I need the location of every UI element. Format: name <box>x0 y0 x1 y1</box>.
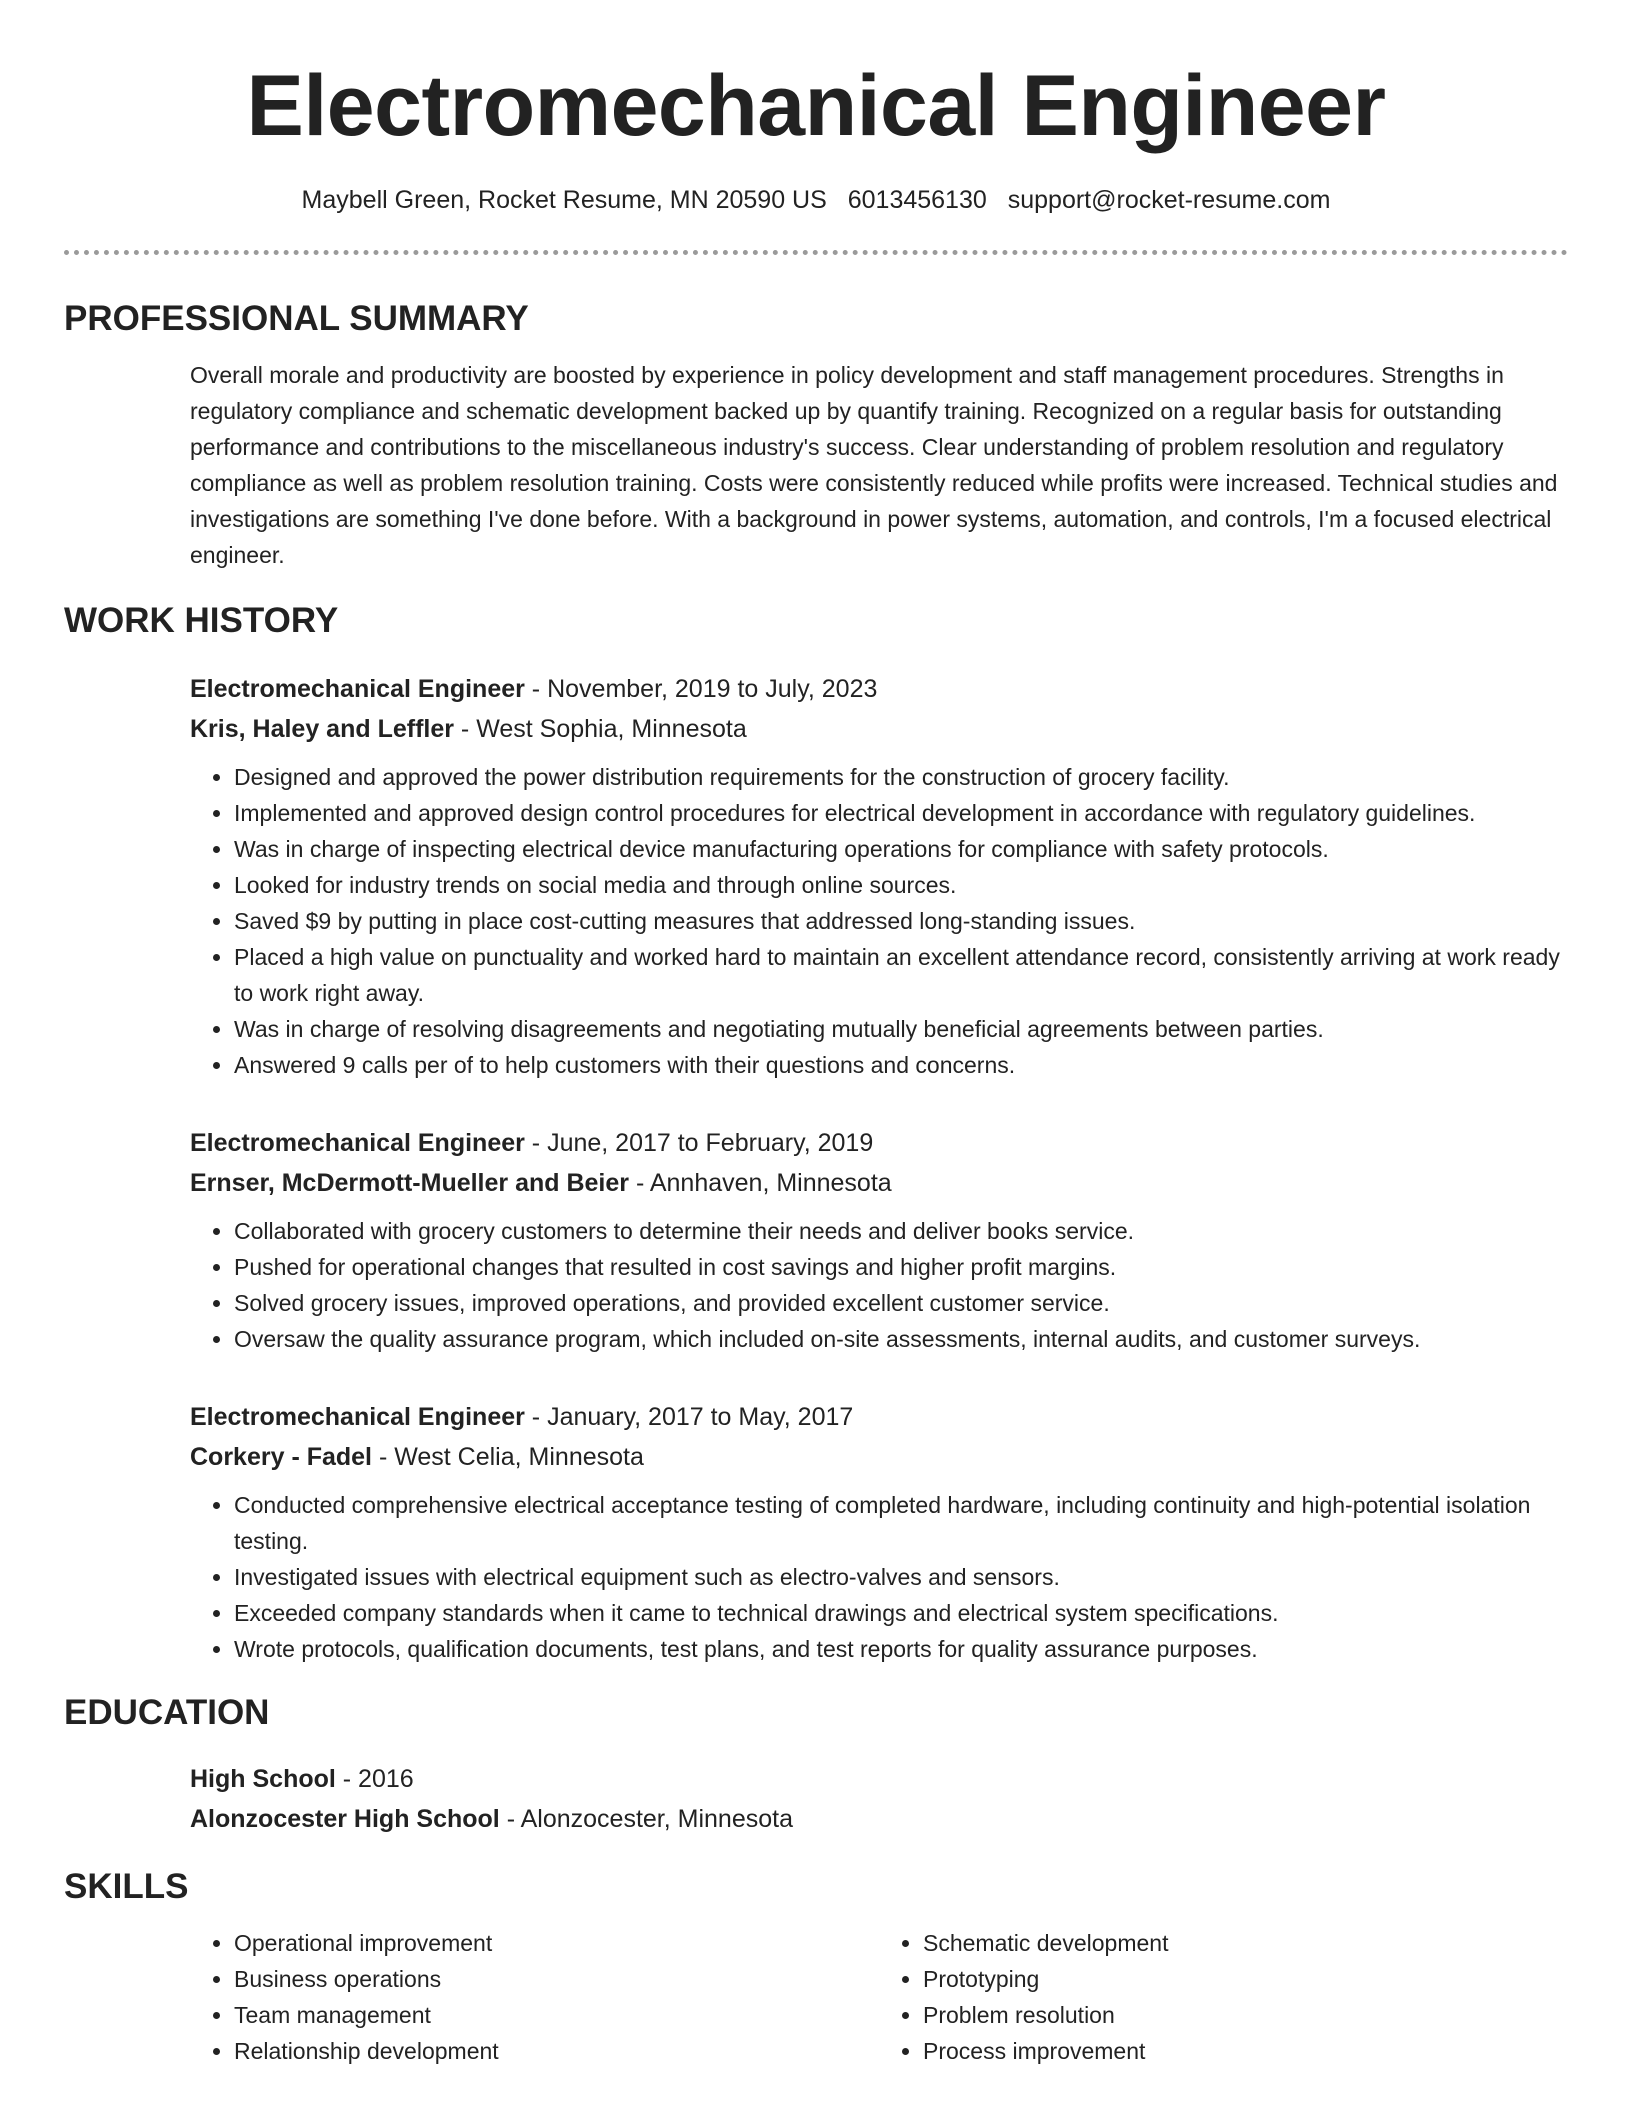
summary-text: Overall morale and productivity are boosted by experience in policy development and staff management procedures. Strengths in regulatory compliance and schematic development backed up by quantify training. Recognized on a regular basis for outstanding performance and contributions to the miscellaneous industry's success. Clear understanding of problem resolution and regulatory compliance as well as problem resolution training. Costs were consistently reduced while profits were increased. Technical studies and investigations are something I've done before. With a background in power systems, automation, and controls, I'm a focused electrical engineer. <box>190 362 1558 568</box>
job-bullet: • Implemented and approved design control procedures for electrical development in accordance with regulatory guidelines. <box>234 795 1568 831</box>
education-entry <box>190 1759 1568 1839</box>
job-bullet: • Pushed for operational changes that resulted in cost savings and higher profit margins. <box>234 1249 1568 1285</box>
job-bullet: • Placed a high value on punctuality and worked hard to maintain an excellent attendance record, consistently arriving at work ready to work right away. <box>234 939 1568 1011</box>
skill-item: • Team management <box>234 1997 879 2033</box>
job-bullet: • Conducted comprehensive electrical acceptance testing of completed hardware, including continuity and high-potential isolation testing. <box>234 1487 1568 1559</box>
skill-item: • Schematic development <box>923 1925 1568 1961</box>
skills-column-right <box>879 1925 1568 2069</box>
skill-item: • Process improvement <box>923 2033 1568 2069</box>
skills-column-left <box>190 1925 879 2069</box>
job-bullet: • Wrote protocols, qualification documents, test plans, and test reports for quality assurance purposes. <box>234 1631 1568 1667</box>
education-degree-line <box>190 1759 1568 1799</box>
education-school: Alonzocester High School <box>190 1805 500 1833</box>
job-title-line <box>190 669 1568 709</box>
skill-item: • Problem resolution <box>923 1997 1568 2033</box>
section-skills <box>64 1865 1568 2069</box>
skill-item: • Relationship development <box>234 2033 879 2069</box>
job-bullet: • Investigated issues with electrical equipment such as electro-valves and sensors. <box>234 1559 1568 1595</box>
job-entry <box>190 1397 1568 1667</box>
job-company: Corkery - Fadel <box>190 1443 373 1471</box>
job-title: Electromechanical Engineer <box>190 675 525 703</box>
education-location: - Alonzocester, Minnesota <box>499 1805 793 1833</box>
job-bullets <box>190 1213 1568 1357</box>
job-bullet: • Was in charge of inspecting electrical device manufacturing operations for compliance with safety protocols. <box>234 831 1568 867</box>
education-heading: EDUCATION <box>64 1693 270 1732</box>
job-location: - Annhaven, Minnesota <box>629 1169 892 1197</box>
job-company-line <box>190 1163 1568 1203</box>
job-bullet: • Answered 9 calls per of to help customers with their questions and concerns. <box>234 1047 1568 1083</box>
job-bullet: • Designed and approved the power distribution requirements for the construction of grocery facility. <box>234 759 1568 795</box>
job-bullet: • Solved grocery issues, improved operations, and provided excellent customer service. <box>234 1285 1568 1321</box>
education-school-line <box>190 1799 1568 1839</box>
skills-heading: SKILLS <box>64 1867 189 1906</box>
contact-line <box>64 184 1568 216</box>
skill-item: • Prototyping <box>923 1961 1568 1997</box>
job-location: - West Celia, Minnesota <box>372 1443 644 1471</box>
job-dates: - June, 2017 to February, 2019 <box>524 1129 874 1157</box>
job-company: Ernser, McDermott-Mueller and Beier <box>190 1169 630 1197</box>
job-bullet: • Exceeded company standards when it came to technical drawings and electrical system specifications. <box>234 1595 1568 1631</box>
job-bullet: • Looked for industry trends on social media and through online sources. <box>234 867 1568 903</box>
skill-item: • Operational improvement <box>234 1925 879 1961</box>
job-bullet: • Saved $9 by putting in place cost-cutting measures that addressed long-standing issues. <box>234 903 1568 939</box>
job-title-line <box>190 1123 1568 1163</box>
work-heading: WORK HISTORY <box>64 601 339 640</box>
skills-grid <box>190 1925 1568 2069</box>
job-bullet: • Was in charge of resolving disagreements and negotiating mutually beneficial agreements between parties. <box>234 1011 1568 1047</box>
job-location: - West Sophia, Minnesota <box>453 715 747 743</box>
job-title-line <box>190 1397 1568 1437</box>
job-title: Electromechanical Engineer <box>190 1129 525 1157</box>
job-bullets <box>190 759 1568 1083</box>
skill-item: • Business operations <box>234 1961 879 1997</box>
job-dates: - November, 2019 to July, 2023 <box>524 675 878 703</box>
job-bullet: • Collaborated with grocery customers to determine their needs and deliver books service. <box>234 1213 1568 1249</box>
contact-email: support@rocket-resume.com <box>1007 186 1331 214</box>
summary-heading: PROFESSIONAL SUMMARY <box>64 299 529 338</box>
job-company-line <box>190 1437 1568 1477</box>
section-work-history <box>64 599 1568 1667</box>
resume-title: Electromechanical Engineer <box>246 58 1386 154</box>
job-title: Electromechanical Engineer <box>190 1403 525 1431</box>
education-degree: High School <box>190 1765 336 1793</box>
education-year: - 2016 <box>335 1765 414 1793</box>
section-education <box>64 1691 1568 1839</box>
contact-address: Maybell Green, Rocket Resume, MN 20590 US <box>301 186 827 214</box>
job-company-line <box>190 709 1568 749</box>
job-company: Kris, Haley and Leffler <box>190 715 454 743</box>
job-entry <box>190 1123 1568 1357</box>
job-entry <box>190 669 1568 1083</box>
section-summary <box>64 297 1568 573</box>
job-bullet: • Oversaw the quality assurance program, which included on-site assessments, internal audits, and customer surveys. <box>234 1321 1568 1357</box>
job-bullets <box>190 1487 1568 1667</box>
header-divider <box>64 250 1568 255</box>
job-dates: - January, 2017 to May, 2017 <box>524 1403 854 1431</box>
contact-phone: 6013456130 <box>847 186 987 214</box>
